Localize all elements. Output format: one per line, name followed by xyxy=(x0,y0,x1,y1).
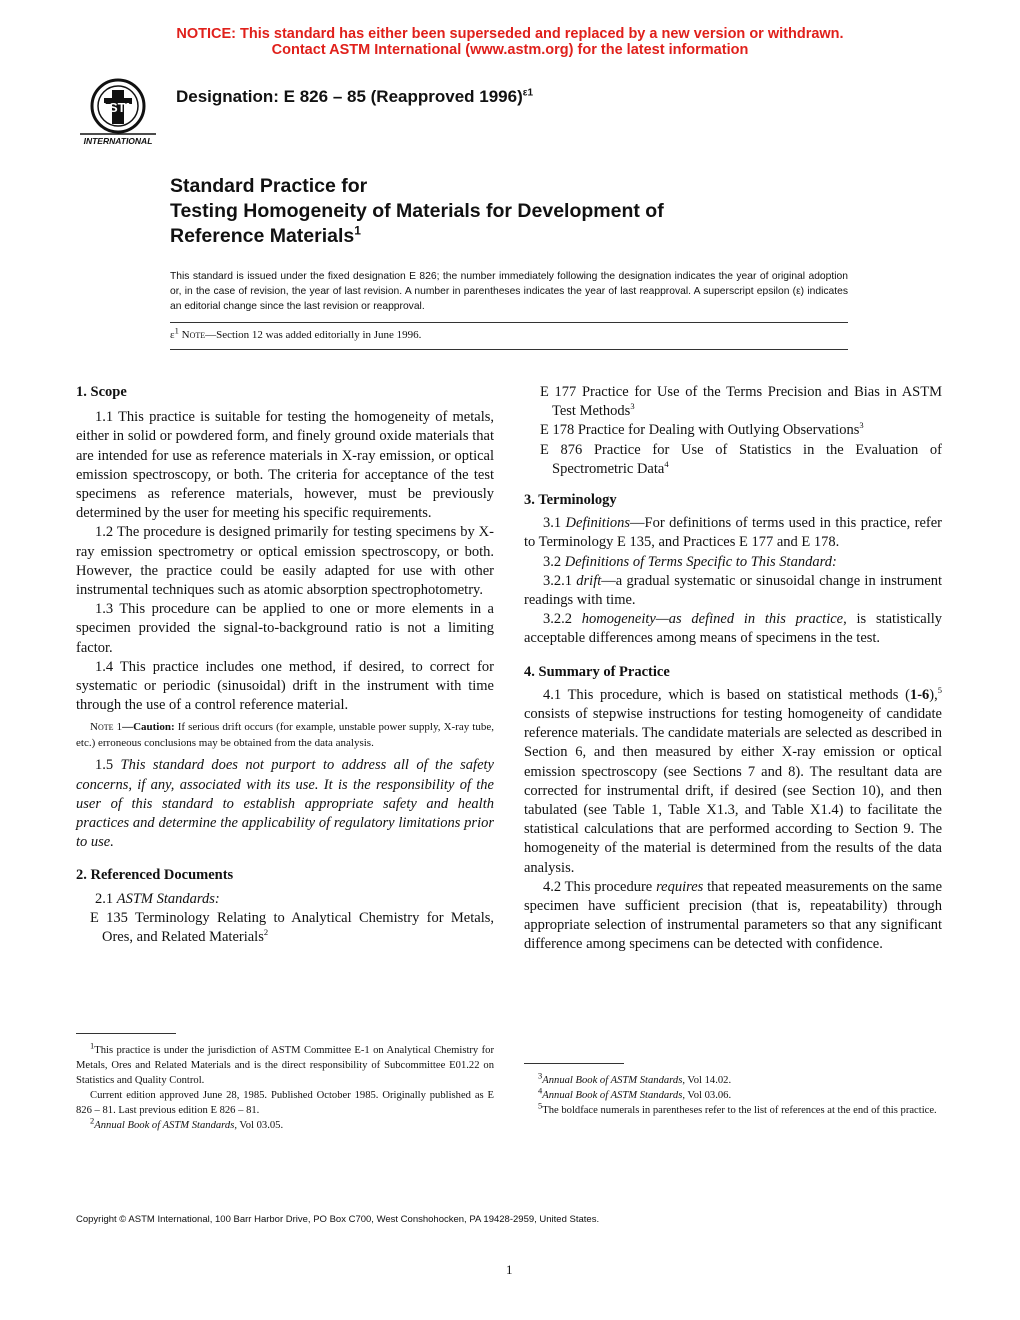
title-line-1: Standard Practice for xyxy=(170,175,368,197)
designation-text: Designation: E 826 – 85 (Reapproved 1996) xyxy=(176,87,523,106)
footnote-divider xyxy=(76,1033,176,1034)
footnote-ref: 5 xyxy=(937,685,942,696)
paragraph xyxy=(524,514,942,552)
reference-numerals: 1-6 xyxy=(909,686,930,703)
paragraph xyxy=(524,553,942,572)
paragraph-number: 3.1 xyxy=(543,515,566,532)
note-text: If serious drift occurs (for example, unstable power supply, X-ray tube, etc.) erroneous conclusions may be obtained from the data analysis. xyxy=(76,721,494,749)
paragraph xyxy=(76,890,494,909)
reference-text: E 178 Practice for Dealing with Outlying Observations xyxy=(540,422,860,439)
footnotes-left xyxy=(76,1040,494,1133)
section-heading: 3. Terminology xyxy=(524,492,617,509)
note-label: Note xyxy=(181,329,206,341)
footnote xyxy=(524,1085,942,1103)
copyright-line: Copyright © ASTM International, 100 Barr Harbor Drive, PO Box C700, West Conshohocken, PA 19428-2959, United States. xyxy=(76,1214,600,1225)
note-label: Note 1 xyxy=(90,721,123,734)
footnotes-right xyxy=(524,1070,942,1118)
paragraph: 1.3 This procedure can be applied to one or more elements in a specimen provided the signal-to-background ratio is not a limiting factor. xyxy=(76,601,494,656)
title-sup: 1 xyxy=(354,223,361,238)
divider xyxy=(170,349,848,350)
footnote-ref: 3 xyxy=(630,401,635,412)
epsilon-sup: 1 xyxy=(174,325,179,336)
reference-text: E 876 Practice for Use of Statistics in the Evaluation of Spectrometric Data xyxy=(540,441,942,477)
reference-item xyxy=(524,441,942,479)
paragraph: 1.1 This practice is suitable for testing the homogeneity of metals, either in solid or powdered form, and finely ground oxide materials that are intended for use as reference materials in X-ray emission, or optical emission spectroscopy, or both. The criteria for acceptance of the test specimens as reference materials, however, must be previously determined by the user for meeting his specific requirements. xyxy=(76,409,494,522)
reference-text: E 177 Practice for Use of the Terms Precision and Bias in ASTM Test Methods xyxy=(540,384,942,420)
editorial-note xyxy=(170,325,422,341)
document-title xyxy=(170,174,664,249)
paragraph: 1.4 This practice includes one method, if desired, to correct for systematic or periodic (sinusoidal) drift in the instrument with time through the use of a control reference material. xyxy=(76,658,494,714)
section-heading: 4. Summary of Practice xyxy=(524,663,670,680)
footnote xyxy=(524,1070,942,1088)
footnote-text: , Vol 14.02. xyxy=(682,1075,732,1086)
safety-statement: This standard does not purport to address all of the safety concerns, if any, associated with its use. It is the responsibility of the user of this standard to establish appropriate safety and health practices and determine the applicability of regulatory limitations prior to use. xyxy=(76,757,494,851)
emphasis: requires xyxy=(656,878,704,895)
footnote-ref: 4 xyxy=(664,458,669,469)
epsilon-mark: ε xyxy=(170,329,175,341)
footnote-text: This practice is under the jurisdiction of ASTM Committee E-1 on Analytical Chemistry for Metals, Ores and Related Materials and is the direct responsibility of Subcommittee E01.22 on Statistics and Quality Control. xyxy=(76,1045,494,1086)
paragraph-text: that repeated measurements on the same specimen have sufficient precision (that is, repeatability) through appropriate selection of instrumental parameters so that any significant difference among specimens can be detected with confidence. xyxy=(524,878,943,953)
footnote-number: 3 xyxy=(538,1070,543,1081)
logo-text: ASTM xyxy=(99,100,137,115)
paragraph-number: 1.5 xyxy=(95,757,121,774)
right-column xyxy=(524,383,942,955)
paragraph-number: 3.2 xyxy=(543,553,565,570)
paragraph xyxy=(524,610,942,648)
paragraph-text: consists of stepwise instructions for testing homogeneity of candidate reference materials. The candidate materials are selected as described in Section 6, and then measured by either X-ray emission or optical emission spectroscopy (see Sections 7 and 8). The resultant data are corrected for instrumental drift, if desired (see Section 10), and then tabulated (see Table 1, Table X1.3, and Table X1.4) to facilitate the statistical calculations that are performed according to Section 9. The homogeneity of the material is determined from the results of the data analysis. xyxy=(524,706,942,876)
section-heading: 1. Scope xyxy=(76,384,127,400)
paragraph xyxy=(524,572,942,610)
footnote-text: , Vol 03.06. xyxy=(682,1090,732,1101)
logo-subtext: INTERNATIONAL xyxy=(83,136,153,146)
section-heading: 2. Referenced Documents xyxy=(76,867,234,884)
astm-logo-graphic xyxy=(76,76,160,148)
footnote-text: , Vol 03.05. xyxy=(234,1120,284,1131)
term: Definitions xyxy=(565,515,630,532)
footnote-number: 5 xyxy=(538,1100,543,1111)
term: drift xyxy=(576,572,602,589)
definition-text: , is statistically acceptable differences among means of specimens in the test. xyxy=(524,611,942,647)
paragraph: 1.2 The procedure is designed primarily for testing specimens by X-ray emission spectrometry or optical emission spectroscopy, or both. However, the practice could be easily adapted for use with other instrumental techniques such as atomic absorption spectrophotometry. xyxy=(76,524,494,599)
footnote-number: 4 xyxy=(538,1085,543,1096)
footnote-title: Annual Book of ASTM Standards xyxy=(94,1120,235,1131)
paragraph-text: 4.1 This procedure, which is based on statistical methods ( xyxy=(543,686,910,703)
title-line-2: Testing Homogeneity of Materials for Development of xyxy=(170,200,664,222)
term: homogeneity—as defined in this practice xyxy=(581,611,844,628)
footnote xyxy=(76,1115,494,1133)
footnote xyxy=(524,1100,942,1118)
issuance-statement: This standard is issued under the fixed designation E 826; the number immediately following the designation indicates the year of original adoption or, in the case of revision, the year of last revision. A number in parentheses indicates the year of last reapproval. A superscript epsilon (ε) indicates an editorial change since the last revision or reapproval. xyxy=(170,271,848,312)
reference-item xyxy=(76,909,494,947)
footnote-text: The boldface numerals in parentheses refer to the list of references at the end of this practice. xyxy=(542,1105,937,1116)
footnote-ref: 2 xyxy=(263,927,269,938)
caution-label: —Caution: xyxy=(122,721,175,734)
footnote-number: 1 xyxy=(90,1040,95,1051)
footnote-divider xyxy=(524,1063,624,1064)
page-number: 1 xyxy=(506,1262,513,1277)
paragraph xyxy=(524,686,942,878)
reference-item xyxy=(524,383,942,421)
footnote-title: Annual Book of ASTM Standards xyxy=(542,1075,683,1086)
paragraph xyxy=(524,878,942,955)
notice-line-1: NOTICE: This standard has either been superseded and replaced by a new version or withdrawn. xyxy=(176,26,844,42)
withdrawal-notice xyxy=(0,26,1020,58)
reference-text: E 135 Terminology Relating to Analytical Chemistry for Metals, Ores, and Related Materials xyxy=(90,909,494,946)
footnote-number: 2 xyxy=(90,1115,95,1126)
subheading: Definitions of Terms Specific to This Standard: xyxy=(564,553,837,570)
paragraph-number: 3.2.2 xyxy=(543,611,582,628)
title-line-3: Reference Materials xyxy=(170,225,355,247)
left-column xyxy=(76,383,494,947)
paragraph xyxy=(76,756,494,852)
paragraph-text: 4.2 This procedure xyxy=(543,878,657,895)
paragraph-number: 2.1 xyxy=(95,890,117,907)
note-1 xyxy=(76,720,494,751)
subheading: ASTM Standards: xyxy=(116,890,220,907)
astm-logo xyxy=(76,76,160,148)
paragraph-text: ), xyxy=(929,686,938,703)
divider xyxy=(170,322,848,323)
definition-text: —a gradual systematic or sinusoidal change in instrument readings with time. xyxy=(524,572,943,609)
definition-text: —For definitions of terms used in this practice, refer to Terminology E 135, and Practices E 177 and E 178. xyxy=(524,515,942,551)
footnote-ref: 3 xyxy=(859,420,864,431)
footnote-title: Annual Book of ASTM Standards xyxy=(542,1090,683,1101)
footnote xyxy=(76,1040,494,1088)
notice-line-2: Contact ASTM International (www.astm.org) for the latest information xyxy=(271,42,749,58)
paragraph-number: 3.2.1 xyxy=(543,572,577,589)
note-text: —Section 12 was added editorially in June 1996. xyxy=(205,329,422,341)
designation xyxy=(176,87,533,107)
designation-sup: ε1 xyxy=(522,87,534,99)
footnote: Current edition approved June 28, 1985. Published October 1985. Originally published as E 826 – 81. Last previous edition E 826 – 81. xyxy=(76,1090,494,1116)
reference-item xyxy=(524,421,942,440)
